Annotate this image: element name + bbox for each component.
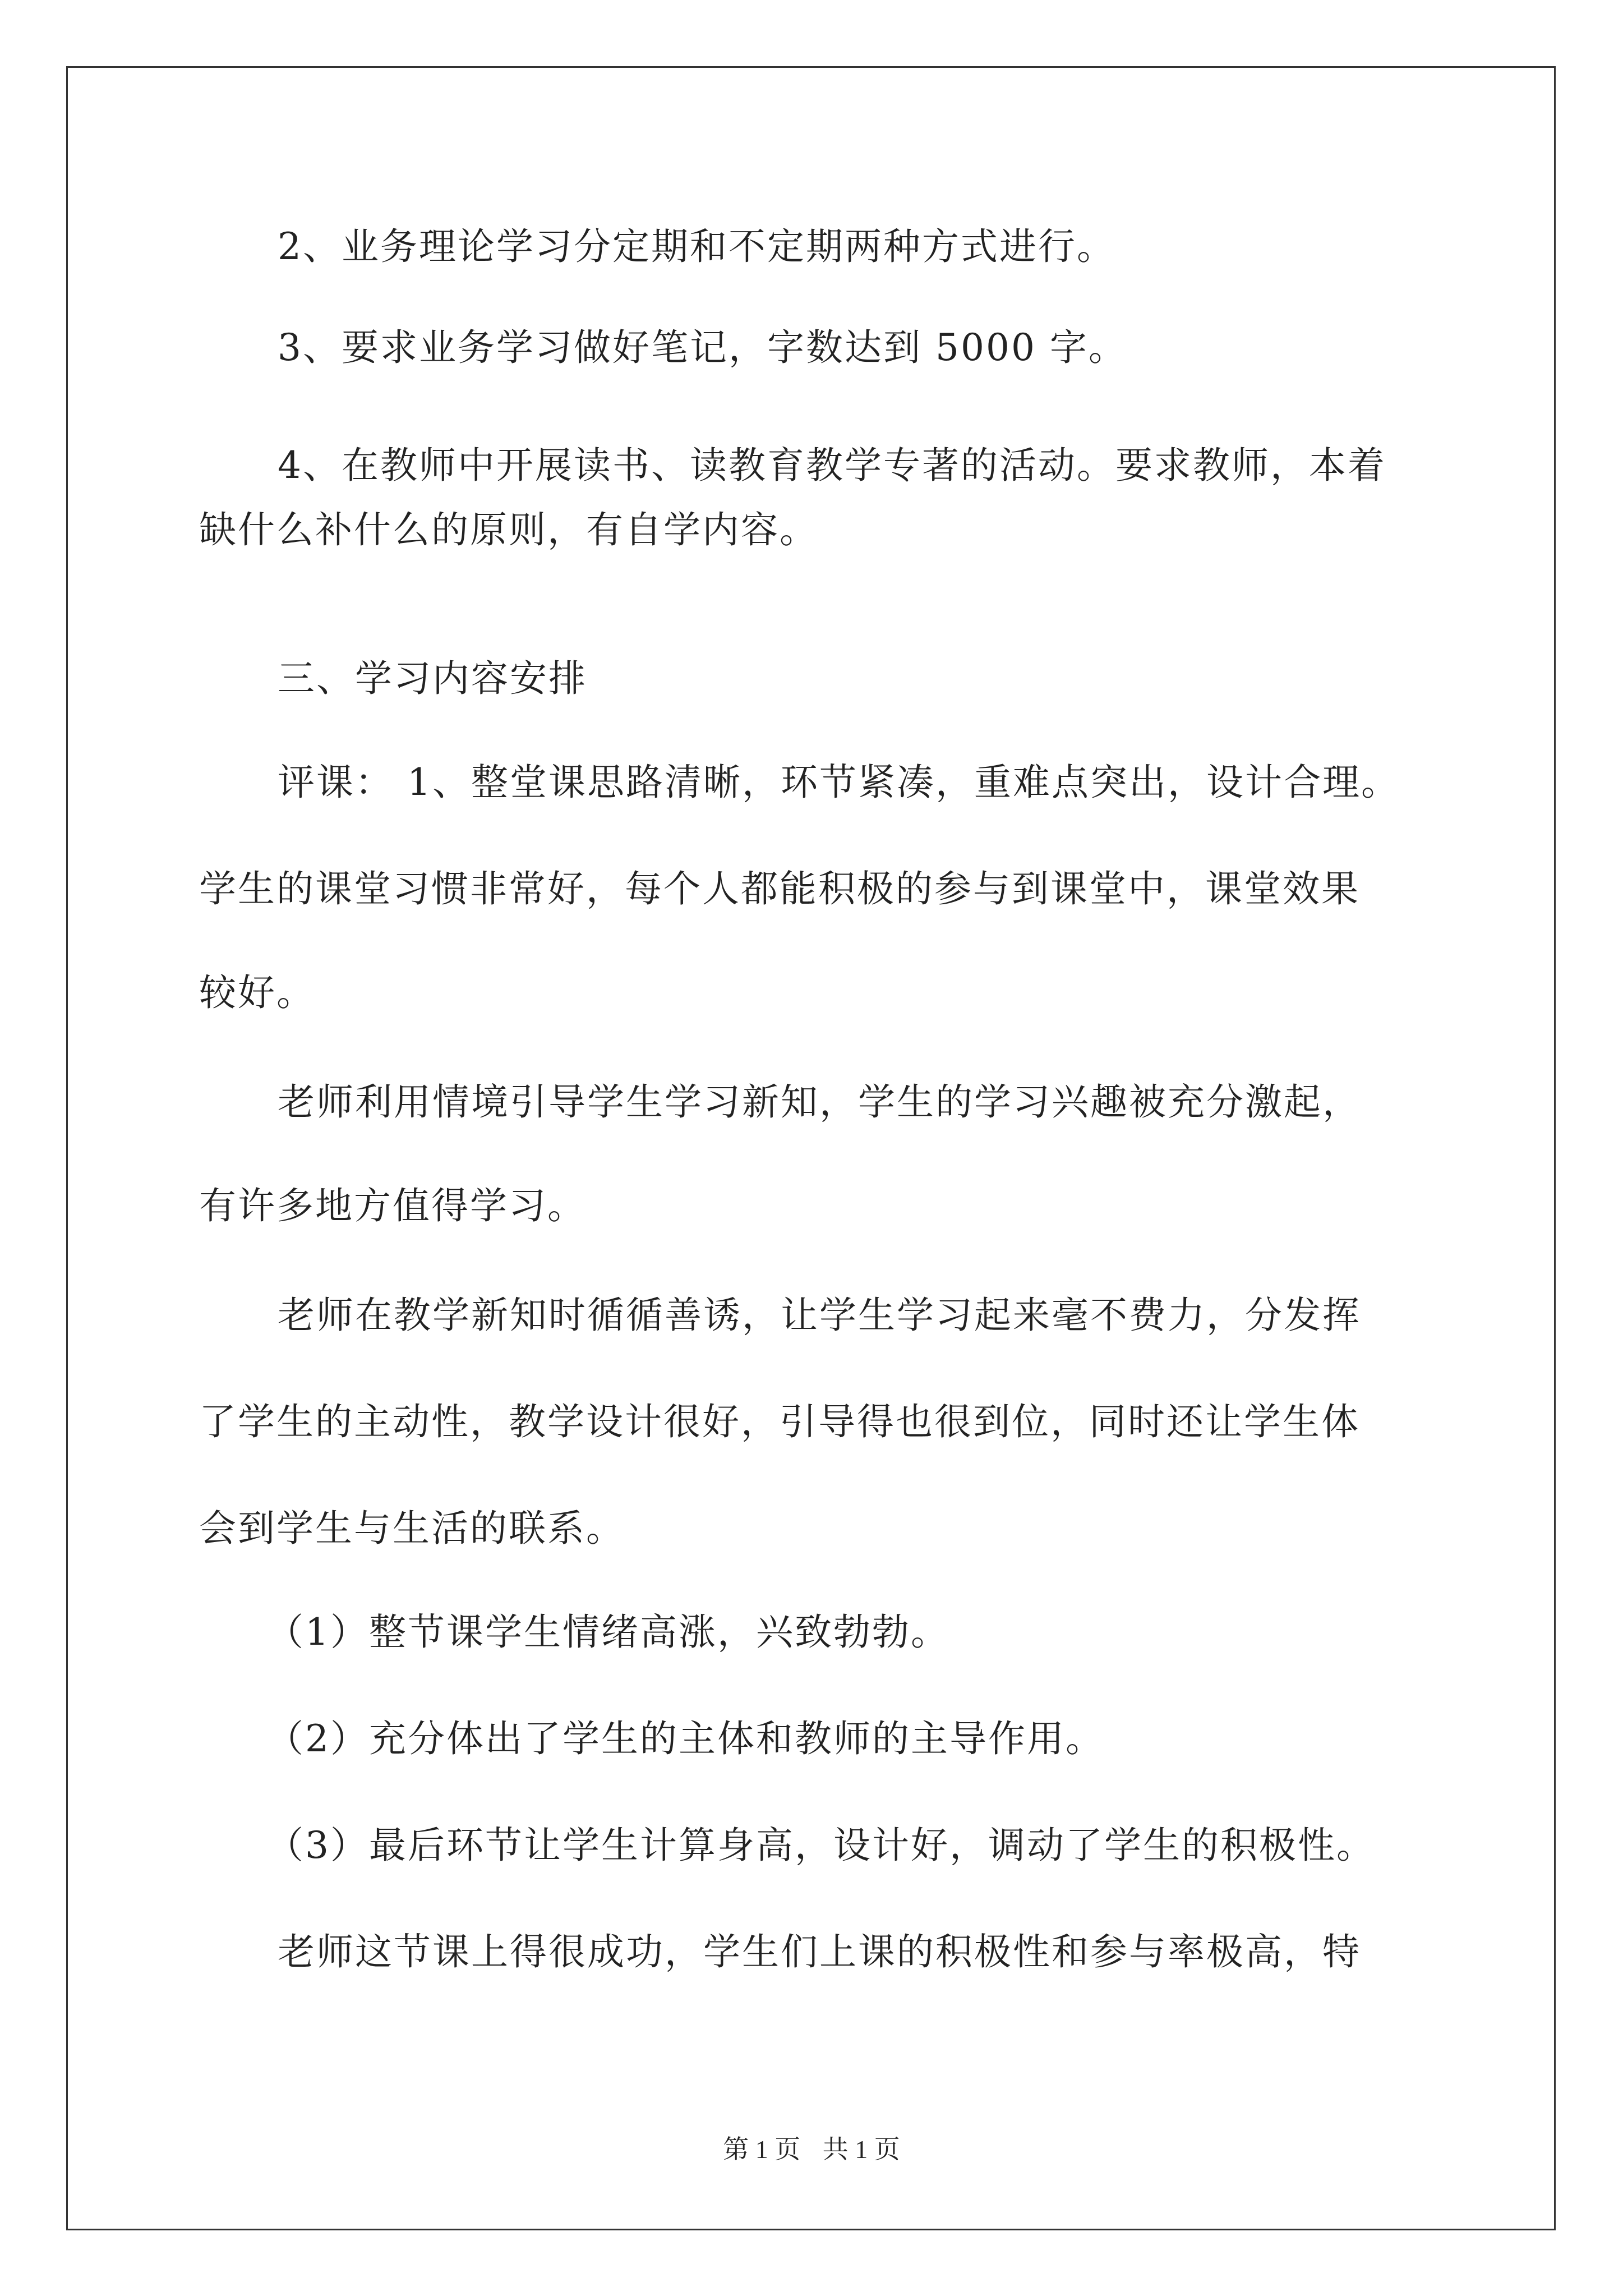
list-item: （1）整节课学生情绪高涨，兴致勃勃。 [266,1611,949,1654]
paragraph-line: 3、要求业务学习做好笔记，字数达到 5000 字。 [278,326,1127,369]
paragraph-line: 老师在教学新知时循循善诱，让学生学习起来毫不费力，分发挥 [278,1294,1361,1337]
list-item: （2）充分体出了学生的主体和教师的主导作用。 [266,1717,1104,1760]
paragraph-line: 缺什么补什么的原则，有自学内容。 [199,508,818,551]
paragraph-line: 老师利用情境引导学生学习新知，学生的学习兴趣被充分激起， [278,1080,1361,1124]
paragraph-line: 4、在教师中开展读书、读教育教学专著的活动。要求教师，本着 [278,444,1386,487]
list-item: （3）最后环节让学生计算身高，设计好，调动了学生的积极性。 [266,1824,1375,1867]
page-total: 共 1 页 [822,2135,900,2164]
page-number: 第 1 页 [723,2135,801,2164]
paragraph-line: 老师这节课上得很成功，学生们上课的积极性和参与率极高，特 [278,1930,1361,1973]
paragraph-line: 有许多地方值得学习。 [199,1184,586,1227]
paragraph-line: 评课： 1、整堂课思路清晰，环节紧凑，重难点突出，设计合理。 [278,761,1400,804]
paragraph-line: 会到学生与生活的联系。 [199,1507,625,1550]
page-footer [0,2129,1623,2166]
paragraph-line: 了学生的主动性，教学设计很好，引导得也很到位，同时还让学生体 [199,1400,1360,1443]
section-heading: 三、学习内容安排 [278,657,587,700]
paragraph-line: 较好。 [199,971,315,1014]
paragraph-line: 2、业务理论学习分定期和不定期两种方式进行。 [278,225,1115,268]
paragraph-line: 学生的课堂习惯非常好，每个人都能积极的参与到课堂中，课堂效果 [199,867,1360,910]
page-border [66,66,1556,2230]
